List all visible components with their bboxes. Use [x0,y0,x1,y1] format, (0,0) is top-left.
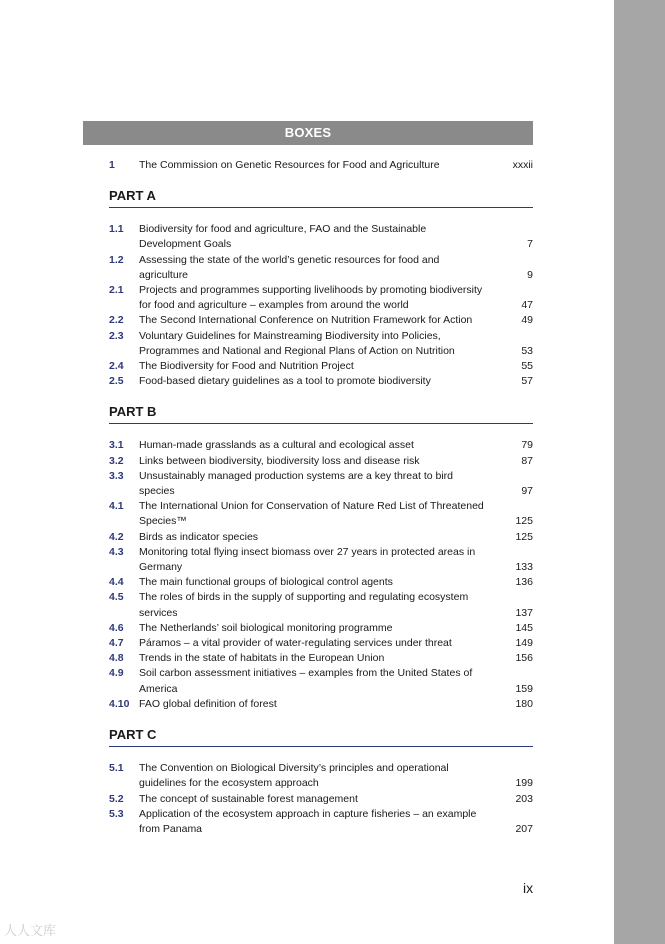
box-title: The Convention on Biological Diversity’s principles and operational guidelines for the ecosystem approach [139,762,449,790]
box-number: 4.10 [109,697,130,710]
box-page: 55 [521,360,533,373]
list-item [83,651,533,666]
box-number: 1.1 [109,223,124,236]
box-number: 2.5 [109,375,124,388]
box-number: 4.2 [109,530,124,543]
box-page: 47 [521,299,533,312]
list-item [83,222,533,252]
box-page: 136 [515,576,533,589]
box-number: 4.1 [109,500,124,513]
box-number: 4.8 [109,652,124,665]
part-heading: PART B [109,404,533,424]
box-title: Biodiversity for food and agriculture, FAO and the Sustainable Development Goals [139,223,427,251]
box-number: 3.2 [109,454,124,467]
box-page: 137 [515,606,533,619]
box-number: 2.3 [109,329,124,342]
box-number: 4.4 [109,576,124,589]
list-item [83,374,533,389]
box-number: 2.2 [109,314,124,327]
box-number: 2.1 [109,284,124,297]
list-item [83,283,533,313]
part-heading: PART A [109,188,533,208]
box-title: Application of the ecosystem approach in capture fisheries – an example from Panama [139,807,477,835]
list-item [83,666,533,696]
box-title: The main functional groups of biological control agents [139,576,393,589]
list-item [83,253,533,283]
box-page: 7 [527,238,533,251]
box-title: Food-based dietary guidelines as a tool to promote biodiversity [139,375,431,388]
box-page: 97 [521,485,533,498]
box-page: 149 [515,637,533,650]
box-page: 199 [515,777,533,790]
list-item [83,807,533,837]
box-number: 2.4 [109,360,124,373]
box-title: Assessing the state of the world’s genetic resources for food and agriculture [139,253,440,281]
list-item [83,530,533,545]
part-heading: PART C [109,727,533,747]
box-page: 133 [515,561,533,574]
box-number: 5.3 [109,807,124,820]
box-title: Unsustainably managed production systems are a key threat to bird species [139,469,454,498]
box-number: 5.1 [109,762,124,775]
box-page: 203 [515,792,533,805]
box-title: FAO global definition of forest [139,697,277,710]
box-page: 49 [521,314,533,327]
box-number: 1 [109,159,115,171]
box-title: Birds as indicator species [139,530,259,543]
box-title: The Commission on Genetic Resources for Food and Agriculture [139,159,440,171]
box-page: 9 [527,268,533,281]
box-title: Links between biodiversity, biodiversity loss and disease risk [139,454,420,467]
box-title: Páramos – a vital provider of water-regulating services under threat [139,637,452,650]
list-item [83,158,533,173]
box-page: 125 [515,515,533,528]
box-number: 4.3 [109,545,124,558]
box-title: The International Union for Conservation of Nature Red List of Threatened Species™ [139,500,484,528]
list-item [83,545,533,575]
box-title: Human-made grasslands as a cultural and ecological asset [139,439,414,452]
list-item [83,761,533,791]
box-number: 4.5 [109,591,124,604]
box-title: The Netherlands’ soil biological monitoring programme [139,621,393,634]
box-number: 4.6 [109,621,124,634]
box-page: 180 [515,697,533,710]
box-page: 156 [515,652,533,665]
list-item [83,636,533,651]
list-item [83,454,533,469]
box-title: The roles of birds in the supply of supporting and regulating ecosystem services [139,591,469,619]
list-item [83,575,533,590]
list-item [83,469,533,499]
page-edge-strip [614,0,665,944]
box-number: 4.9 [109,667,124,680]
box-number: 3.3 [109,469,124,482]
box-number: 1.2 [109,253,124,266]
box-title: The concept of sustainable forest management [139,792,358,805]
box-number: 5.2 [109,792,124,805]
list-item [83,590,533,620]
box-title: The Second International Conference on Nutrition Framework for Action [139,314,473,327]
box-number: 4.7 [109,637,124,650]
box-title: The Biodiversity for Food and Nutrition Project [139,360,354,373]
box-title: Trends in the state of habitats in the European Union [139,652,385,665]
box-page: 145 [515,621,533,634]
list-item [83,792,533,807]
boxes-header: BOXES [83,121,533,145]
list-item [83,438,533,453]
box-number: 3.1 [109,439,124,452]
box-page: 207 [515,822,533,835]
list-item [83,313,533,328]
boxes-list [83,121,533,837]
list-item [83,359,533,374]
box-page: 125 [515,530,533,543]
box-page: 79 [521,439,533,452]
box-page: 87 [521,454,533,467]
list-item [83,499,533,529]
box-page: xxxii [512,159,533,171]
box-title: Voluntary Guidelines for Mainstreaming Biodiversity into Policies, Programmes and National and Regional Plans of Action on Nutrition [139,329,455,357]
box-page: 57 [521,375,533,388]
box-title: Projects and programmes supporting livelihoods by promoting biodiversity for food and agriculture – examples from around the world [139,284,483,312]
box-title: Soil carbon assessment initiatives – examples from the United States of America [139,667,473,695]
list-item [83,621,533,636]
box-page: 159 [515,682,533,695]
page-number: ix [523,880,534,896]
box-title: Monitoring total flying insect biomass over 27 years in protected areas in Germany [139,545,476,574]
box-page: 53 [521,344,533,357]
list-item [83,697,533,712]
list-item [83,329,533,359]
watermark: 人人文库 [4,923,57,938]
